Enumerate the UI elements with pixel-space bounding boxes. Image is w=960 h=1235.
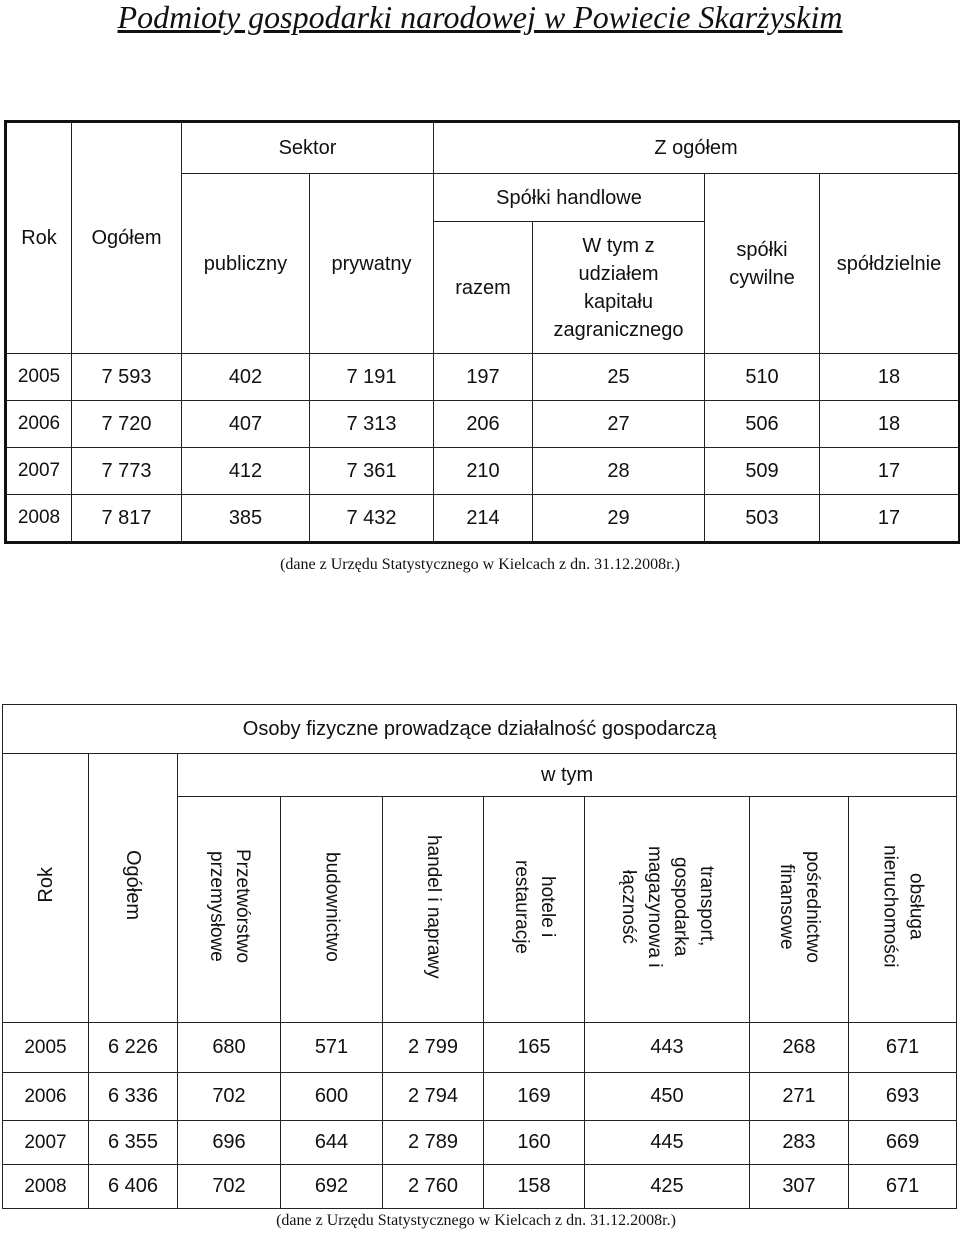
table-cell: 165: [484, 1023, 585, 1073]
header-spolki-cywilne: spółki cywilne: [705, 174, 820, 354]
table-cell: 510: [705, 354, 820, 401]
table-cell: 210: [434, 448, 533, 495]
table-row: [6, 401, 960, 448]
table-cell: 402: [182, 354, 310, 401]
source-note-2: (dane z Urzędu Statystycznego w Kielcach z dn. 31.12.2008r.): [276, 1212, 676, 1229]
table-cell: 7 817: [72, 495, 182, 543]
table-cell: 2008: [3, 1165, 89, 1209]
header-z-ogolem: Z ogółem: [434, 122, 960, 174]
table-cell: 450: [585, 1073, 750, 1121]
header-posrednictwo: pośrednictwo finansowe: [750, 797, 849, 1023]
table-cell: 2005: [3, 1023, 89, 1073]
table-cell: 160: [484, 1121, 585, 1165]
table-cell: 506: [705, 401, 820, 448]
table-cell: 268: [750, 1023, 849, 1073]
table-row: [6, 495, 960, 543]
table-cell: 307: [750, 1165, 849, 1209]
table-row: [3, 1165, 957, 1209]
table-cell: 17: [820, 448, 960, 495]
header-sektor: Sektor: [182, 122, 434, 174]
table-cell: 6 226: [89, 1023, 178, 1073]
header-razem: razem: [434, 222, 533, 354]
header-spoldzielnie: spółdzielnie: [820, 174, 960, 354]
table-cell: 25: [533, 354, 705, 401]
source-note-1: (dane z Urzędu Statystycznego w Kielcach z dn. 31.12.2008r.): [280, 556, 680, 573]
table-cell: 671: [849, 1165, 957, 1209]
table-cell: 158: [484, 1165, 585, 1209]
table-cell: 28: [533, 448, 705, 495]
table-cell: 17: [820, 495, 960, 543]
table-cell: 692: [281, 1165, 383, 1209]
table-cell: 214: [434, 495, 533, 543]
header-budownictwo: budownictwo: [281, 797, 383, 1023]
table-cell: 271: [750, 1073, 849, 1121]
table-cell: 445: [585, 1121, 750, 1165]
table-cell: 6 406: [89, 1165, 178, 1209]
table-cell: 206: [434, 401, 533, 448]
table-row: [6, 354, 960, 401]
header-w-tym: w tym: [178, 754, 957, 797]
table-cell: 385: [182, 495, 310, 543]
table-cell: 7 773: [72, 448, 182, 495]
table-podmioty: [4, 120, 960, 544]
table-cell: 2007: [6, 448, 72, 495]
header-prywatny: prywatny: [310, 174, 434, 354]
table-cell: 571: [281, 1023, 383, 1073]
table-cell: 27: [533, 401, 705, 448]
table-cell: 509: [705, 448, 820, 495]
table-row: [3, 1073, 957, 1121]
table-cell: 29: [533, 495, 705, 543]
table-cell: 7 432: [310, 495, 434, 543]
page-title: Podmioty gospodarki narodowej w Powiecie Skarżyskim: [117, 0, 843, 35]
table-row: [6, 448, 960, 495]
table-cell: 2005: [6, 354, 72, 401]
table-cell: 669: [849, 1121, 957, 1165]
table-cell: 2007: [3, 1121, 89, 1165]
table-cell: 2 799: [383, 1023, 484, 1073]
table-cell: 18: [820, 354, 960, 401]
table-cell: 283: [750, 1121, 849, 1165]
header-osoby-fizyczne: Osoby fizyczne prowadzące działalność gospodarczą: [3, 705, 957, 754]
table-cell: 503: [705, 495, 820, 543]
header-spolki-handlowe: Spółki handlowe: [434, 174, 705, 222]
table-cell: 2 789: [383, 1121, 484, 1165]
header-transport: transport, gospodarka magazynowa i łączność: [585, 797, 750, 1023]
table-cell: 6 355: [89, 1121, 178, 1165]
header-w-tym-zagranicznego: W tym z udziałem kapitału zagranicznego: [533, 222, 705, 354]
table-cell: 7 361: [310, 448, 434, 495]
header-obsluga: obsługa nieruchomości: [849, 797, 957, 1023]
header-przetworstwo: Przetwórstwo przemysłowe: [178, 797, 281, 1023]
table-cell: 2006: [6, 401, 72, 448]
table-cell: 2 760: [383, 1165, 484, 1209]
table-cell: 425: [585, 1165, 750, 1209]
header-ogolem: Ogółem: [89, 754, 178, 1023]
header-rok: Rok: [6, 122, 72, 354]
table-cell: 197: [434, 354, 533, 401]
table-cell: 680: [178, 1023, 281, 1073]
table-cell: 644: [281, 1121, 383, 1165]
table-cell: 7 191: [310, 354, 434, 401]
header-rok: Rok: [3, 754, 89, 1023]
table-cell: 412: [182, 448, 310, 495]
table-cell: 2006: [3, 1073, 89, 1121]
table-cell: 7 720: [72, 401, 182, 448]
table-cell: 671: [849, 1023, 957, 1073]
table-row: [3, 1023, 957, 1073]
header-handel: handel i naprawy: [383, 797, 484, 1023]
table-osoby-fizyczne: [2, 704, 957, 1209]
table-cell: 600: [281, 1073, 383, 1121]
header-publiczny: publiczny: [182, 174, 310, 354]
header-ogolem: Ogółem: [72, 122, 182, 354]
table-cell: 407: [182, 401, 310, 448]
table-cell: 6 336: [89, 1073, 178, 1121]
table-cell: 702: [178, 1165, 281, 1209]
header-hotele: hotele i restauracje: [484, 797, 585, 1023]
table-cell: 2 794: [383, 1073, 484, 1121]
table-cell: 7 593: [72, 354, 182, 401]
table-cell: 18: [820, 401, 960, 448]
table-cell: 693: [849, 1073, 957, 1121]
table-row: [3, 1121, 957, 1165]
table-cell: 702: [178, 1073, 281, 1121]
table-cell: 7 313: [310, 401, 434, 448]
table-cell: 696: [178, 1121, 281, 1165]
table-cell: 2008: [6, 495, 72, 543]
table-cell: 443: [585, 1023, 750, 1073]
table-cell: 169: [484, 1073, 585, 1121]
